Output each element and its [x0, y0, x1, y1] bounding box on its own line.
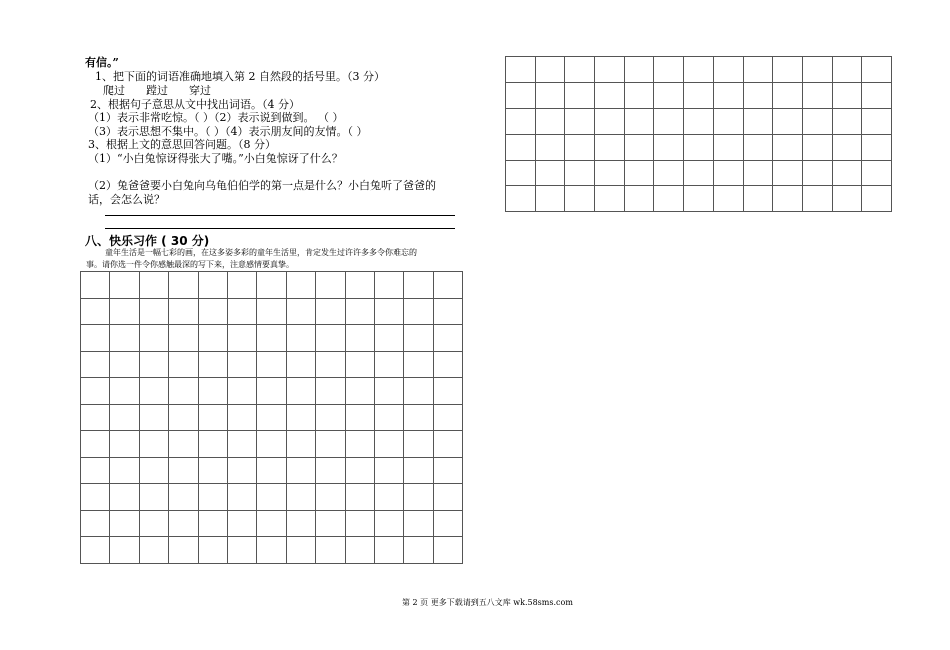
grid-cell[interactable]	[713, 108, 743, 134]
grid-cell[interactable]	[654, 57, 684, 83]
grid-cell[interactable]	[862, 160, 892, 186]
grid-cell[interactable]	[81, 510, 110, 537]
grid-cell[interactable]	[374, 272, 403, 299]
grid-row	[81, 484, 463, 511]
grid-cell[interactable]	[773, 186, 803, 212]
grid-cell[interactable]	[110, 431, 139, 458]
grid-cell[interactable]	[565, 186, 595, 212]
grid-cell[interactable]	[506, 160, 536, 186]
grid-cell[interactable]	[773, 160, 803, 186]
grid-cell[interactable]	[286, 325, 315, 352]
grid-cell[interactable]	[862, 82, 892, 108]
grid-cell[interactable]	[227, 457, 256, 484]
grid-cell[interactable]	[654, 108, 684, 134]
grid-cell[interactable]	[169, 404, 198, 431]
grid-cell[interactable]	[345, 404, 374, 431]
grid-cell[interactable]	[535, 186, 565, 212]
grid-cell[interactable]	[257, 298, 286, 325]
grid-cell[interactable]	[506, 134, 536, 160]
grid-cell[interactable]	[832, 186, 862, 212]
grid-row	[506, 82, 892, 108]
grid-cell[interactable]	[81, 378, 110, 405]
grid-cell[interactable]	[257, 457, 286, 484]
grid-cell[interactable]	[743, 82, 773, 108]
grid-cell[interactable]	[743, 160, 773, 186]
grid-cell[interactable]	[227, 484, 256, 511]
grid-cell[interactable]	[345, 272, 374, 299]
grid-cell[interactable]	[345, 510, 374, 537]
grid-cell[interactable]	[802, 186, 832, 212]
grid-cell[interactable]	[684, 134, 714, 160]
grid-cell[interactable]	[345, 457, 374, 484]
grid-cell[interactable]	[404, 484, 433, 511]
answer-line	[105, 215, 455, 216]
grid-cell[interactable]	[404, 537, 433, 564]
grid-cell[interactable]	[624, 82, 654, 108]
grid-cell[interactable]	[535, 108, 565, 134]
grid-cell[interactable]	[227, 351, 256, 378]
grid-cell[interactable]	[404, 378, 433, 405]
grid-cell[interactable]	[169, 431, 198, 458]
grid-cell[interactable]	[257, 537, 286, 564]
grid-cell[interactable]	[169, 510, 198, 537]
grid-cell[interactable]	[374, 298, 403, 325]
grid-cell[interactable]	[139, 431, 168, 458]
section-8-instruction-line-2: 事。请你选一件令你感触最深的写下来，注意感情要真挚。	[86, 260, 294, 269]
grid-cell[interactable]	[81, 298, 110, 325]
grid-cell[interactable]	[433, 325, 462, 352]
grid-cell[interactable]	[684, 186, 714, 212]
grid-cell[interactable]	[227, 431, 256, 458]
grid-cell[interactable]	[595, 160, 625, 186]
grid-cell[interactable]	[345, 298, 374, 325]
grid-cell[interactable]	[654, 134, 684, 160]
grid-cell[interactable]	[404, 272, 433, 299]
grid-cell[interactable]	[595, 134, 625, 160]
grid-cell[interactable]	[227, 510, 256, 537]
question-1-words	[103, 84, 211, 97]
grid-cell[interactable]	[713, 57, 743, 83]
grid-cell[interactable]	[286, 484, 315, 511]
grid-cell[interactable]	[316, 351, 345, 378]
grid-cell[interactable]	[169, 298, 198, 325]
grid-cell[interactable]	[257, 431, 286, 458]
grid-cell[interactable]	[506, 82, 536, 108]
grid-cell[interactable]	[169, 378, 198, 405]
question-2-row-2: （3）表示思想不集中。（ ）（4）表示朋友间的友情。（ ）	[88, 125, 368, 138]
grid-cell[interactable]	[227, 325, 256, 352]
grid-cell[interactable]	[198, 457, 227, 484]
grid-cell[interactable]	[81, 272, 110, 299]
grid-cell[interactable]	[198, 378, 227, 405]
grid-cell[interactable]	[81, 484, 110, 511]
grid-cell[interactable]	[374, 404, 403, 431]
grid-cell[interactable]	[227, 378, 256, 405]
grid-cell[interactable]	[684, 57, 714, 83]
grid-cell[interactable]	[684, 108, 714, 134]
grid-cell[interactable]	[374, 510, 403, 537]
grid-cell[interactable]	[198, 404, 227, 431]
grid-cell[interactable]	[110, 484, 139, 511]
grid-cell[interactable]	[286, 537, 315, 564]
grid-cell[interactable]	[345, 431, 374, 458]
grid-cell[interactable]	[169, 537, 198, 564]
grid-cell[interactable]	[624, 186, 654, 212]
grid-row	[81, 510, 463, 537]
grid-row	[81, 272, 463, 299]
grid-row	[506, 134, 892, 160]
grid-cell[interactable]	[257, 484, 286, 511]
grid-cell[interactable]	[832, 82, 862, 108]
grid-cell[interactable]	[286, 272, 315, 299]
grid-cell[interactable]	[286, 457, 315, 484]
grid-cell[interactable]	[713, 82, 743, 108]
grid-cell[interactable]	[345, 351, 374, 378]
grid-row	[506, 186, 892, 212]
grid-cell[interactable]	[624, 108, 654, 134]
grid-cell[interactable]	[773, 134, 803, 160]
grid-cell[interactable]	[257, 325, 286, 352]
grid-cell[interactable]	[345, 325, 374, 352]
grid-cell[interactable]	[374, 484, 403, 511]
grid-row	[506, 160, 892, 186]
grid-cell[interactable]	[773, 57, 803, 83]
grid-cell[interactable]	[286, 351, 315, 378]
grid-cell[interactable]	[81, 325, 110, 352]
grid-cell[interactable]	[169, 351, 198, 378]
word-option: 蹚过	[146, 84, 168, 97]
grid-cell[interactable]	[110, 325, 139, 352]
grid-cell[interactable]	[257, 404, 286, 431]
grid-cell[interactable]	[110, 510, 139, 537]
grid-cell[interactable]	[595, 57, 625, 83]
grid-cell[interactable]	[654, 82, 684, 108]
grid-cell[interactable]	[198, 431, 227, 458]
grid-cell[interactable]	[139, 272, 168, 299]
grid-cell[interactable]	[169, 272, 198, 299]
grid-cell[interactable]	[624, 57, 654, 83]
grid-row	[81, 325, 463, 352]
grid-cell[interactable]	[654, 186, 684, 212]
grid-cell[interactable]	[110, 298, 139, 325]
grid-cell[interactable]	[565, 108, 595, 134]
grid-cell[interactable]	[506, 57, 536, 83]
grid-cell[interactable]	[257, 272, 286, 299]
grid-cell[interactable]	[595, 186, 625, 212]
grid-cell[interactable]	[802, 82, 832, 108]
grid-cell[interactable]	[802, 134, 832, 160]
grid-cell[interactable]	[286, 431, 315, 458]
grid-cell[interactable]	[832, 160, 862, 186]
grid-cell[interactable]	[316, 431, 345, 458]
grid-cell[interactable]	[743, 134, 773, 160]
grid-cell[interactable]	[404, 325, 433, 352]
continuation-text: 有信。”	[85, 56, 119, 69]
grid-cell[interactable]	[286, 298, 315, 325]
grid-cell[interactable]	[227, 272, 256, 299]
grid-cell[interactable]	[404, 351, 433, 378]
question-2-row-1: （1）表示非常吃惊。（ ）（2）表示说到做到。 （ ）	[88, 111, 344, 124]
grid-cell[interactable]	[198, 272, 227, 299]
grid-cell[interactable]	[81, 404, 110, 431]
grid-cell[interactable]	[404, 404, 433, 431]
grid-cell[interactable]	[139, 510, 168, 537]
grid-cell[interactable]	[595, 82, 625, 108]
grid-row	[81, 378, 463, 405]
grid-cell[interactable]	[404, 298, 433, 325]
grid-cell[interactable]	[198, 351, 227, 378]
grid-cell[interactable]	[433, 378, 462, 405]
grid-cell[interactable]	[110, 537, 139, 564]
grid-cell[interactable]	[404, 431, 433, 458]
word-option: 穿过	[189, 84, 211, 97]
answer-line	[105, 228, 455, 229]
grid-cell[interactable]	[110, 404, 139, 431]
grid-cell[interactable]	[139, 378, 168, 405]
page-footer: 第 2 页 更多下载请到五八文库 wk.58sms.com	[402, 598, 573, 607]
grid-cell[interactable]	[316, 325, 345, 352]
grid-cell[interactable]	[316, 404, 345, 431]
grid-cell[interactable]	[316, 510, 345, 537]
grid-cell[interactable]	[257, 378, 286, 405]
grid-cell[interactable]	[316, 484, 345, 511]
grid-cell[interactable]	[198, 510, 227, 537]
grid-cell[interactable]	[624, 160, 654, 186]
grid-cell[interactable]	[345, 537, 374, 564]
grid-cell[interactable]	[169, 457, 198, 484]
grid-cell[interactable]	[862, 108, 892, 134]
grid-cell[interactable]	[802, 160, 832, 186]
grid-cell[interactable]	[198, 325, 227, 352]
question-1-prompt: 1、把下面的词语准确地填入第 2 自然段的括号里。（3 分）	[95, 70, 385, 83]
grid-cell[interactable]	[81, 537, 110, 564]
section-8-title: 八、快乐习作 ( 30 分)	[85, 234, 210, 248]
grid-cell[interactable]	[139, 484, 168, 511]
grid-cell[interactable]	[433, 404, 462, 431]
grid-cell[interactable]	[374, 537, 403, 564]
grid-cell[interactable]	[535, 57, 565, 83]
grid-cell[interactable]	[198, 298, 227, 325]
grid-cell[interactable]	[743, 108, 773, 134]
grid-cell[interactable]	[832, 57, 862, 83]
grid-cell[interactable]	[535, 160, 565, 186]
grid-cell[interactable]	[286, 378, 315, 405]
grid-row	[81, 351, 463, 378]
grid-cell[interactable]	[316, 272, 345, 299]
grid-cell[interactable]	[316, 457, 345, 484]
grid-cell[interactable]	[81, 431, 110, 458]
grid-cell[interactable]	[316, 537, 345, 564]
grid-cell[interactable]	[862, 57, 892, 83]
grid-cell[interactable]	[654, 160, 684, 186]
grid-cell[interactable]	[227, 537, 256, 564]
grid-cell[interactable]	[374, 431, 403, 458]
grid-cell[interactable]	[862, 134, 892, 160]
grid-cell[interactable]	[506, 108, 536, 134]
grid-cell[interactable]	[743, 186, 773, 212]
grid-cell[interactable]	[169, 325, 198, 352]
grid-cell[interactable]	[565, 160, 595, 186]
grid-cell[interactable]	[81, 351, 110, 378]
grid-cell[interactable]	[433, 298, 462, 325]
grid-cell[interactable]	[110, 351, 139, 378]
grid-cell[interactable]	[433, 272, 462, 299]
grid-cell[interactable]	[374, 457, 403, 484]
grid-cell[interactable]	[684, 82, 714, 108]
grid-cell[interactable]	[81, 457, 110, 484]
grid-cell[interactable]	[404, 510, 433, 537]
grid-cell[interactable]	[374, 325, 403, 352]
grid-cell[interactable]	[227, 404, 256, 431]
question-3-sub-2-line-1: （2）兔爸爸要小白兔向乌龟伯伯学的第一点是什么？小白兔听了爸爸的	[88, 179, 436, 192]
grid-cell[interactable]	[802, 57, 832, 83]
grid-row	[506, 57, 892, 83]
grid-cell[interactable]	[535, 82, 565, 108]
grid-cell[interactable]	[139, 298, 168, 325]
grid-cell[interactable]	[286, 404, 315, 431]
question-2-prompt: 2、根据句子意思从文中找出词语。（4 分）	[90, 98, 300, 111]
section-8-instruction-line-1: 童年生活是一幅七彩的画，在这多姿多彩的童年生活里，肯定发生过许许多多令你难忘的	[105, 248, 417, 257]
grid-cell[interactable]	[565, 57, 595, 83]
grid-cell[interactable]	[832, 108, 862, 134]
grid-cell[interactable]	[433, 457, 462, 484]
grid-cell[interactable]	[198, 484, 227, 511]
grid-cell[interactable]	[374, 378, 403, 405]
grid-row	[81, 537, 463, 564]
grid-cell[interactable]	[169, 484, 198, 511]
grid-row	[506, 108, 892, 134]
grid-cell[interactable]	[257, 510, 286, 537]
grid-cell[interactable]	[198, 537, 227, 564]
question-3-prompt: 3、根据上文的意思回答问题。（8 分）	[88, 138, 276, 151]
grid-cell[interactable]	[773, 82, 803, 108]
grid-cell[interactable]	[433, 484, 462, 511]
grid-cell[interactable]	[624, 134, 654, 160]
grid-cell[interactable]	[316, 298, 345, 325]
grid-row	[81, 457, 463, 484]
grid-cell[interactable]	[713, 186, 743, 212]
grid-cell[interactable]	[433, 351, 462, 378]
grid-cell[interactable]	[139, 404, 168, 431]
grid-cell[interactable]	[802, 108, 832, 134]
word-option: 爬过	[103, 84, 125, 97]
grid-cell[interactable]	[565, 82, 595, 108]
grid-cell[interactable]	[832, 134, 862, 160]
writing-grid-right[interactable]	[505, 56, 892, 212]
grid-cell[interactable]	[316, 378, 345, 405]
grid-cell[interactable]	[713, 134, 743, 160]
grid-cell[interactable]	[345, 378, 374, 405]
grid-cell[interactable]	[139, 325, 168, 352]
question-3-sub-2-line-2: 话，会怎么说？	[88, 193, 165, 206]
grid-cell[interactable]	[139, 351, 168, 378]
grid-cell[interactable]	[433, 510, 462, 537]
grid-cell[interactable]	[595, 108, 625, 134]
grid-cell[interactable]	[110, 457, 139, 484]
grid-cell[interactable]	[535, 134, 565, 160]
grid-cell[interactable]	[433, 537, 462, 564]
grid-cell[interactable]	[433, 431, 462, 458]
grid-cell[interactable]	[227, 298, 256, 325]
grid-row	[81, 431, 463, 458]
grid-row	[81, 298, 463, 325]
grid-cell[interactable]	[565, 134, 595, 160]
grid-cell[interactable]	[139, 537, 168, 564]
grid-cell[interactable]	[286, 510, 315, 537]
grid-cell[interactable]	[404, 457, 433, 484]
grid-cell[interactable]	[713, 160, 743, 186]
grid-cell[interactable]	[684, 160, 714, 186]
grid-cell[interactable]	[374, 351, 403, 378]
grid-cell[interactable]	[345, 484, 374, 511]
grid-cell[interactable]	[139, 457, 168, 484]
grid-row	[81, 404, 463, 431]
grid-cell[interactable]	[257, 351, 286, 378]
grid-cell[interactable]	[110, 272, 139, 299]
writing-grid-left[interactable]	[80, 271, 463, 564]
grid-cell[interactable]	[110, 378, 139, 405]
grid-cell[interactable]	[862, 186, 892, 212]
grid-cell[interactable]	[743, 57, 773, 83]
grid-cell[interactable]	[506, 186, 536, 212]
question-3-sub-1: （1）“小白兔惊讶得张大了嘴。”小白兔惊讶了什么？	[88, 152, 343, 165]
grid-cell[interactable]	[773, 108, 803, 134]
